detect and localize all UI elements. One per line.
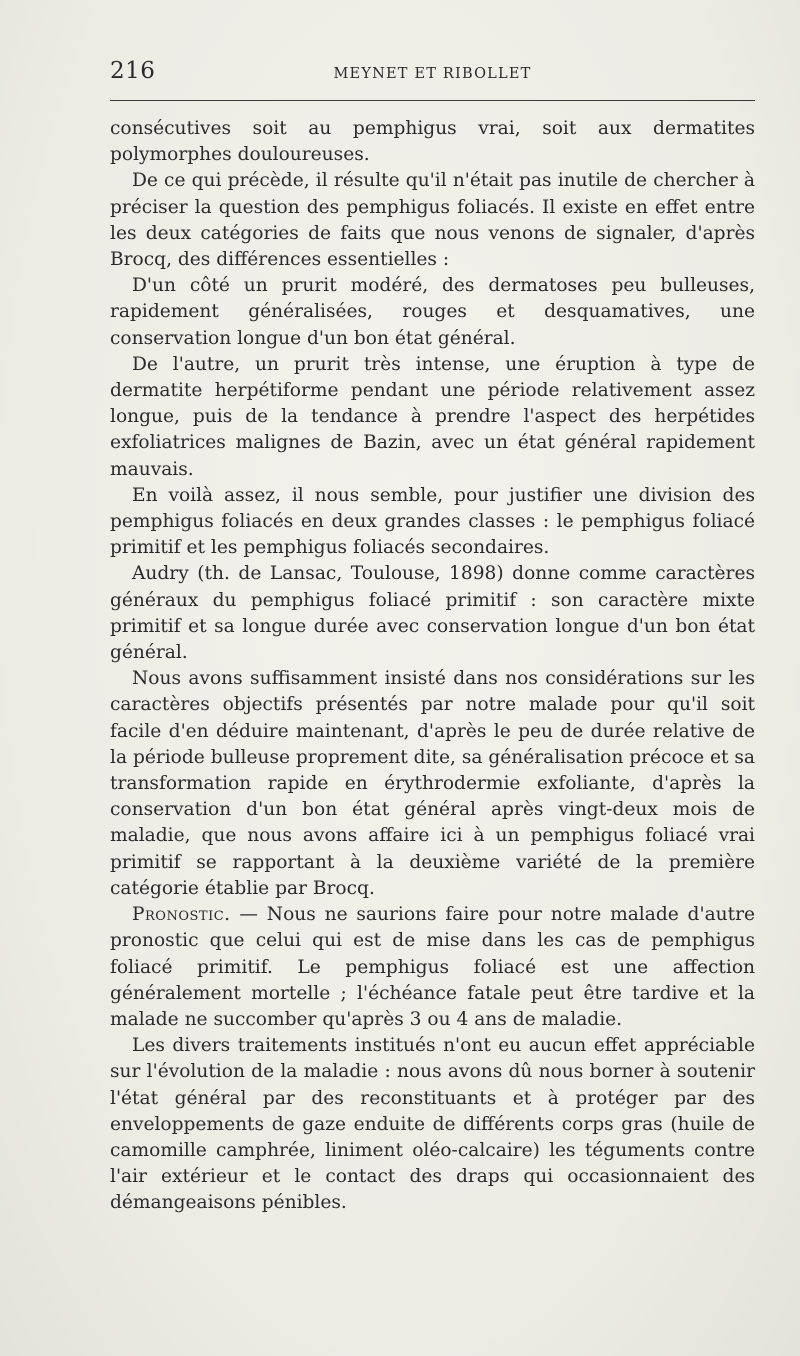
body-text — [110, 116, 755, 1217]
paragraph: consécutives soit au pemphigus vrai, soit aux dermatites polymorphes douloureuses. — [110, 118, 755, 166]
page-number: 216 — [110, 58, 156, 84]
prognosis-label: Pronostic. — [132, 904, 231, 926]
page-header — [110, 58, 755, 90]
paragraph: De l'autre, un prurit très intense, une éruption à type de dermatite herpétiforme pendant une période relativement assez longue, puis de la tendance à prendre l'aspect des herpétides exfoliatrices malignes de Bazin, avec un état général rapidement mauvais. — [110, 353, 755, 480]
paragraph: D'un côté un prurit modéré, des dermatoses peu bulleuses, rapidement généralisées, rouges et desquamatives, une conservation longue d'un bon état général. — [110, 275, 755, 349]
paragraph: Audry (th. de Lansac, Toulouse, 1898) donne comme caractères généraux du pemphigus foliacé primitif : son caractère mixte primitif et sa longue durée avec conservation longue d'un bon état général. — [110, 563, 755, 664]
paragraph: En voilà assez, il nous semble, pour justifier une division des pemphigus foliacés en deux grandes classes : le pemphigus foliacé primitif et les pemphigus foliacés secondaires. — [110, 484, 755, 559]
header-rule — [110, 100, 755, 101]
paragraph: Les divers traitements institués n'ont eu aucun effet appréciable sur l'évolution de la maladie : nous avons dû nous borner à soutenir l'état général par des reconstituants et à protéger par des enveloppements de gaze enduite de différents corps gras (huile de camomille camphrée, liniment oléo-calcaire) les téguments contre l'air extérieur et le contact des draps qui occasionnaient des démangeaisons pénibles. — [110, 1035, 755, 1214]
prognosis-text: — Nous ne saurions faire pour notre malade d'autre pronostic que celui qui est de mise dans les cas de pemphigus foliacé primitif. Le pemphigus foliacé est une affection généralement mortelle ; l'échéance fatale peut être tardive et la malade ne succomber qu'après 3 ou 4 ans de maladie. — [110, 904, 755, 1030]
paragraph: De ce qui précède, il résulte qu'il n'était pas inutile de chercher à préciser la question des pemphigus foliacés. Il existe en effet entre les deux catégories de faits que nous venons de signaler, d'après Brocq, des différences essentielles : — [110, 170, 755, 271]
prognosis-paragraph — [110, 902, 755, 1033]
running-head: MEYNET ET RIBOLLET — [333, 66, 532, 82]
paragraph: Nous avons suffisamment insisté dans nos considérations sur les caractères objectifs présentés par notre malade pour qu'il soit facile d'en déduire maintenant, d'après le peu de durée relative de la période bulleuse proprement dite, sa généralisation précoce et sa transformation rapide en érythrodermie exfoliante, d'après la conservation d'un bon état général après vingt-deux mois de maladie, que nous avons affaire ici à un pemphigus foliacé vrai primitif se rapportant à la deuxième variété de la première catégorie établie par Brocq. — [110, 668, 755, 899]
